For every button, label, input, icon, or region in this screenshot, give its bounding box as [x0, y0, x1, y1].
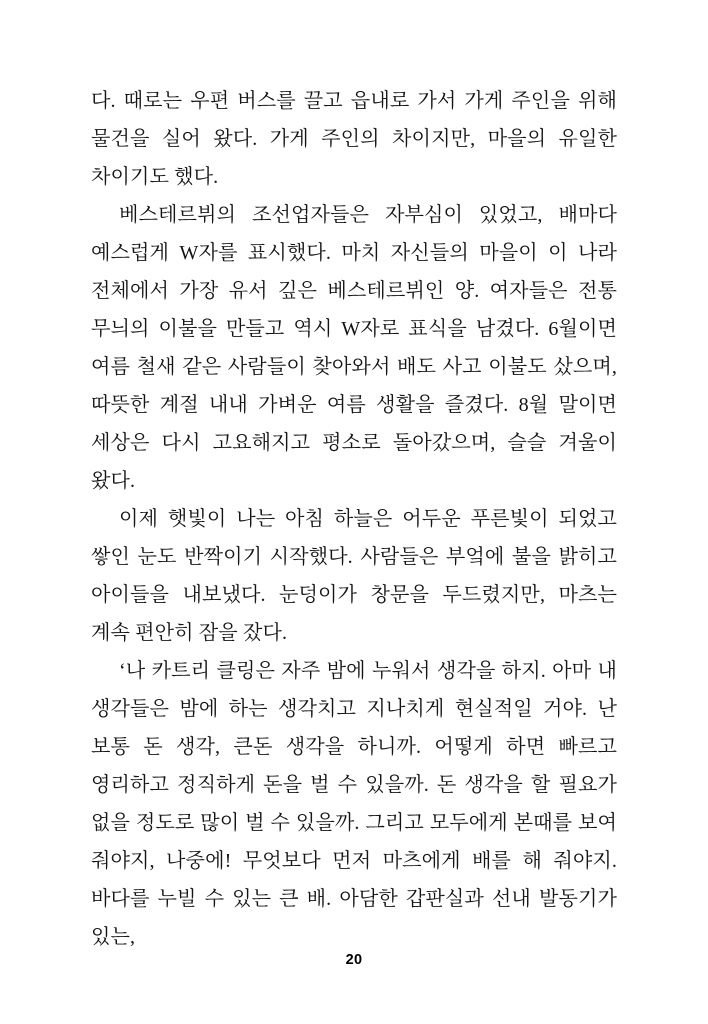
paragraph-2: 베스테르뷔의 조선업자들은 자부심이 있었고, 배마다 예스럽게 W자를 표시했다. 마치 자신들의 마을이 이 나라 전체에서 가장 유서 깊은 베스테르뷔인 양. 여자들은 전통 무늬의 이불을 만들고 역시 W자로 표식을 남겼다. 6월이면 여름 철새 같은 사람들이 찾아와서 배도 사고 이불도 샀으며, 따뜻한 계절 내내 가벼운 여름 생활을 즐겼다. 8월 말이면 세상은 다시 고요해지고 평소로 돌아갔으며, 슬슬 겨울이 왔다. — [91, 204, 617, 492]
paragraph-3: 이제 햇빛이 나는 아침 하늘은 어두운 푸른빛이 되었고 쌓인 눈도 반짝이기 시작했다. 사람들은 부엌에 불을 밝히고 아이들을 내보냈다. 눈덩이가 창문을 두드렸지만, 마츠는 계속 편안히 잠을 잤다. — [91, 508, 617, 644]
paragraph-1: 다. 때로는 우편 버스를 끌고 읍내로 가서 가게 주인을 위해 물건을 실어 왔다. 가게 주인의 차이지만, 마을의 유일한 차이기도 했다. — [91, 90, 617, 188]
page-text-block — [91, 82, 617, 956]
page-number: 20 — [345, 952, 363, 968]
paragraph-4: ‘나 카트리 클링은 자주 밤에 누워서 생각을 하지. 아마 내 생각들은 밤에 하는 생각치고 지나치게 현실적일 거야. 난 보통 돈 생각, 큰돈 생각을 하니까. 어떻게 하면 빠르고 영리하고 정직하게 돈을 벌 수 있을까. 돈 생각을 할 필요가 없을 정도로 많이 벌 수 있을까. 그리고 모두에게 본때를 보여 줘야지, 나중에! 무엇보다 먼저 마츠에게 배를 해 줘야지. 바다를 누빌 수 있는 큰 배. 아담한 갑판실과 선내 발동기가 있는, — [91, 660, 617, 948]
